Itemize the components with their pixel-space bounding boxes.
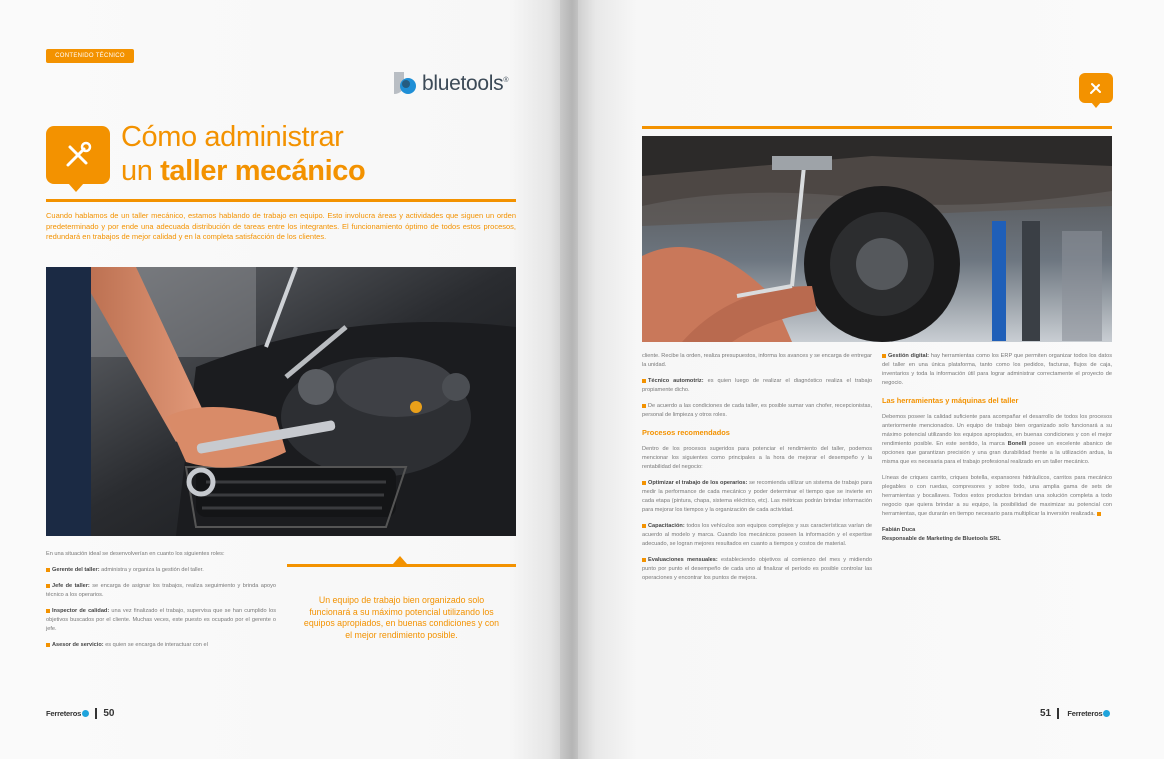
bullet-icon	[46, 609, 50, 613]
bullet-icon	[642, 404, 646, 408]
wrench-screwdriver-icon	[1088, 80, 1104, 96]
magazine-logo: Ferreteros	[46, 709, 82, 718]
role-item: De acuerdo a las condiciones de cada taller, es posible sumar van chofer, recepcionistas, personal de limpieza y otros roles.	[642, 403, 872, 418]
footer-right	[1040, 708, 1110, 719]
magazine-logo-icon	[82, 710, 89, 717]
under-car-illustration	[642, 136, 1112, 342]
mechanic-engine-photo	[46, 267, 516, 536]
bullet-icon	[882, 354, 886, 358]
end-mark-icon	[1097, 512, 1101, 516]
left-column	[46, 550, 276, 657]
magazine-logo-icon	[1103, 710, 1110, 717]
bullet-icon	[642, 481, 646, 485]
process-item: Optimizar el trabajo de los operarios: se recomienda utilizar un sistema de trabajo para medir la performance de cada mecánico y poder determinar el tiempo que se invierte en cada etapa (pintura, chapa, sistema eléctrico, etc). Las métricas podrán brindar información para mejorar los tiempos y la organización de cada actividad.	[642, 480, 872, 513]
author-name: Fabián Duca	[882, 527, 916, 533]
paragraph: Debemos poseer la calidad suficiente para acompañar el desarrollo de todos los procesos anteriormente mencionados. Un equipo de trabajo bien organizado solo funcionará a su máximo potencial utilizando los equipos apropiados, en buenas condiciones y con el mejor rendimiento posible. En este sentido, la marca Bonelli posee un excelente abanico de opciones que garantizan precisión y una gran durabilidad frente a la utilización ardua, la misma que es necesaria para el trabajo profesional realizado en un taller mecánico.	[882, 414, 1112, 465]
article-title	[121, 120, 365, 188]
bullet-icon	[642, 524, 646, 528]
paragraph: Dentro de los procesos sugeridos para potenciar el rendimiento del taller, podemos mencionar los siguientes como principales a la hora de mejorar el desempeño y la rentabilidad del negocio:	[642, 446, 872, 470]
role-item: Asesor de servicio: es quien se encarga de interactuar con el	[46, 641, 276, 650]
title-line-2: un taller mecánico	[121, 155, 366, 187]
paragraph: Líneas de criques carrito, criques botella, expansores hidráulicos, carritos para mecánico plegables o con ruedas, compresores y sobre todo, una amplia gama de sets de herramientas y bocallaves. Todos estos productos brindan una solución completa a todo negocio que quiera brindar a su equipo, la posibilidad de maximizar su potencial con herramientas, que durarán en tiempo necesario para multiplicar la inversión realizada.	[882, 475, 1112, 517]
brand-name: bluetools®	[422, 72, 509, 95]
footer-left	[46, 708, 114, 719]
bullet-icon	[642, 558, 646, 562]
process-item: Evaluaciones mensuales: estableciendo objetivos al comienzo del mes y midiendo punto por punto el desempeño de cada uno al finalizar el período es posible controlar las operaciones y encontrar los puntos de mejora.	[642, 557, 872, 581]
role-item: Jefe de taller: se encarga de asignar los trabajos, realiza seguimiento y brinda apoyo técnico a los operarios.	[46, 583, 276, 598]
intro-paragraph: Cuando hablamos de un taller mecánico, estamos hablando de trabajo en equipo. Esto involucra áreas y actividades que siguen un orden predeterminado y por ende una adecuada distribución de tareas entre los integrantes. El funcionamiento óptimo de todos estos procesos, redundará en trabajos de mejor calidad y en la completa satisfacción de los clientes.	[46, 211, 516, 241]
wrench-screwdriver-icon	[62, 139, 94, 171]
subheading: Procesos recomendados	[642, 428, 730, 437]
role-item: Técnico automotriz: es quien luego de realizar el diagnóstico realiza el trabajo propiamente dicho.	[642, 378, 872, 393]
process-item: Gestión digital: hay herramientas como los ERP que permiten organizar todos los datos del taller en una única plataforma, tanto como los pedidos, facturas, flujos de caja, inventarios y toda la información útil para lograr administrar correctamente el proyecto de negocio.	[882, 353, 1112, 386]
bullet-icon	[46, 584, 50, 588]
page-number: 50	[95, 708, 114, 719]
role-item: Gerente del taller: administra y organiza la gestión del taller.	[46, 566, 276, 575]
pull-quote-text: Un equipo de trabajo bien organizado solo funcionará a su máximo potencial utilizando los equipos apropiados, en buenas condiciones y con el mejor rendimiento posible.	[303, 595, 500, 640]
author-block	[882, 526, 1112, 544]
quote-rule	[287, 564, 516, 567]
bullet-icon	[46, 568, 50, 572]
under-car-photo	[642, 136, 1112, 342]
pull-quote	[287, 552, 516, 641]
header-rule	[642, 126, 1112, 129]
magazine-logo: Ferreteros	[1067, 709, 1103, 718]
section-tag: CONTENIDO TÉCNICO	[46, 49, 134, 63]
bullet-icon	[642, 379, 646, 383]
page-left	[0, 0, 566, 759]
roles-intro: En una situación ideal se desenvolverían en cuanto los siguientes roles:	[46, 551, 225, 557]
right-column-2	[882, 352, 1112, 551]
title-rule	[46, 199, 516, 202]
bullet-icon	[46, 643, 50, 647]
paragraph: cliente. Recibe la orden, realiza presupuestos, informa los avances y se encarga de entregar la unidad.	[642, 353, 872, 368]
page-number: 51	[1040, 708, 1059, 719]
process-item: Capacitación: todos los vehículos son equipos complejos y sus características varían de acuerdo al modelo y marca. Cuando los mecánicos poseen la información y el expertise adecuado, se logran mejores resultados en cuanto a tiempos y costos de material.	[642, 523, 872, 547]
right-column-1	[642, 352, 872, 590]
role-item: Inspector de calidad: una vez finalizado el trabajo, supervisa que se han cumplido los objetivos buscados por el cliente. Muchas veces, este puesto es ocupado por el gerente o jefe.	[46, 608, 276, 632]
engine-photo-illustration	[46, 267, 516, 536]
section-badge	[1079, 73, 1113, 103]
title-line-1: Cómo administrar	[121, 121, 344, 153]
bluetools-logo	[390, 66, 520, 102]
author-role: Responsable de Marketing de Bluetools SRL	[882, 536, 1001, 542]
title-badge	[46, 126, 110, 184]
subheading: Las herramientas y máquinas del taller	[882, 396, 1019, 405]
bluetools-logo-icon	[390, 68, 420, 98]
